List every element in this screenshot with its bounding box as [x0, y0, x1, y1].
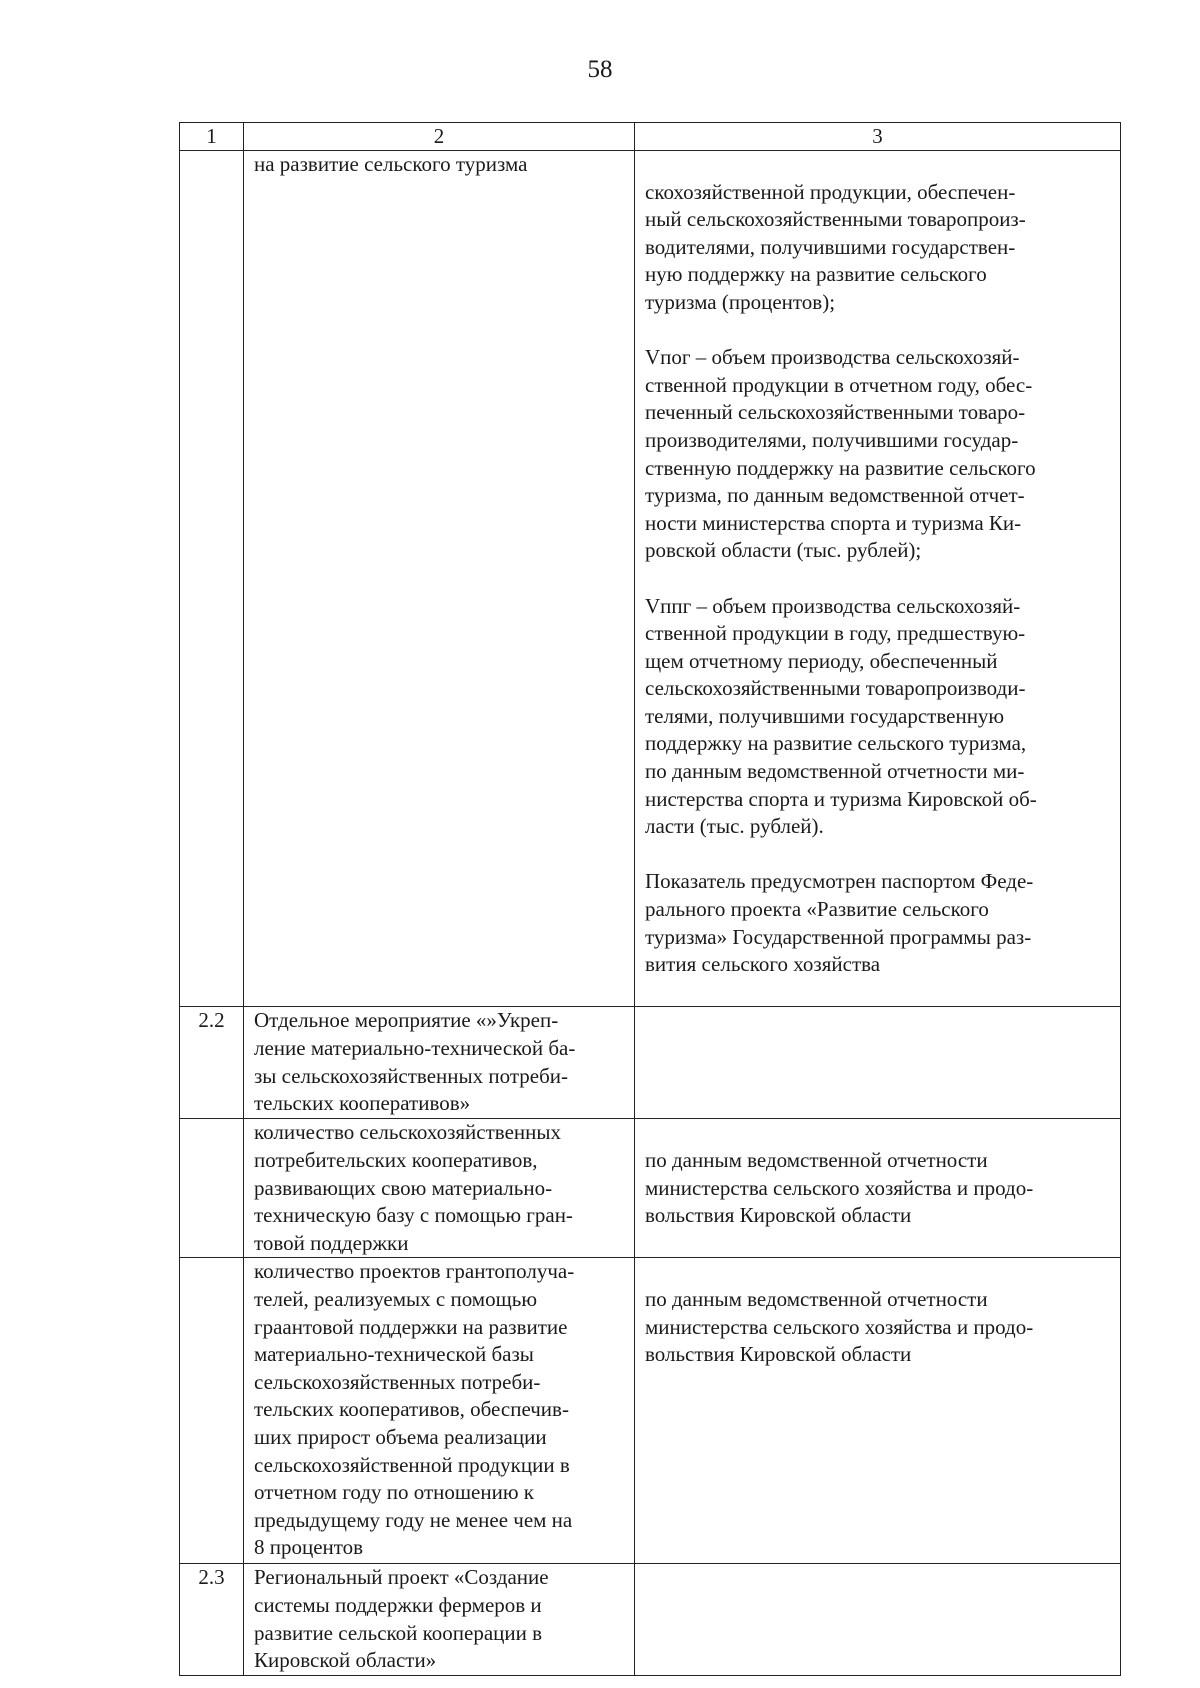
calculation-method — [635, 151, 1121, 1007]
row-number: 2.2 — [180, 1007, 244, 1119]
calculation-method — [635, 1564, 1121, 1676]
indicator-name: количество сельскохозяйственных потребительских кооперативов, развивающих свою материально- техническую базу с помощью гран- товой поддержки — [244, 1119, 635, 1258]
calculation-method — [635, 1258, 1121, 1564]
header-col-3: 3 — [635, 123, 1121, 151]
indicator-table — [179, 122, 1121, 1676]
calculation-method — [635, 1007, 1121, 1119]
row-number — [180, 1258, 244, 1564]
method-paragraph: Vппг – объем производства сельскохозяй- ственной продукции в году, предшествую- щем отчетному периоду, обеспеченный сельскохозяйственными товаропроизводи- телями, получившими государственную поддержку на развитие сельского туризма, по данным ведомственной отчетности ми- нистерства спорта и туризма Кировской об- ласти (тыс. рублей). — [645, 593, 1037, 839]
row-number — [180, 1119, 244, 1258]
method-paragraph: скохозяйственной продукции, обеспечен- ный сельскохозяйственными товаропроиз- водителями, получившими государствен- ную поддержку на развитие сельского туризма (процентов); — [645, 179, 1026, 314]
row-number — [180, 151, 244, 1007]
table-row — [180, 151, 1121, 1007]
table-row — [180, 1007, 1121, 1119]
method-paragraph: по данным ведомственной отчетности министерства сельского хозяйства и продо- вольствия Кировской области — [645, 1148, 1034, 1228]
method-paragraph: Показатель предусмотрен паспортом Феде- рального проекта «Развитие сельского туризма» Государственной программы раз- вития сельского хозяйства — [645, 869, 1034, 977]
table-row — [180, 1564, 1121, 1676]
header-col-2: 2 — [244, 123, 635, 151]
method-paragraph: Vпог – объем производства сельскохозяй- ственной продукции в отчетном году, обес- печенный сельскохозяйственными товаро- производителями, получившими государ- ственную поддержку на развитие сельского туризма, по данным ведомственной отчет- ности министерства спорта и туризма Ки- ровской области (тыс. рублей); — [645, 345, 1036, 563]
table-header-row — [180, 123, 1121, 151]
table-row — [180, 1119, 1121, 1258]
indicator-name: количество проектов грантополуча- телей, реализуемых с помощью граантовой поддержки на развитие материально-технической базы сельскохозяйственных потреби- тельских кооперативов, обеспечив- ших прирост объема реализации сельскохозяйственной продукции в отчетном году по отношению к предыдущему году не менее чем на 8 процентов — [244, 1258, 635, 1564]
indicator-name: Региональный проект «Создание системы поддержки фермеров и развитие сельской кооперации в Кировской области» — [244, 1564, 635, 1676]
calculation-method — [635, 1119, 1121, 1258]
header-col-1: 1 — [180, 123, 244, 151]
indicator-name: Отдельное мероприятие «»Укреп- ление материально-технической ба- зы сельскохозяйственных потреби- тельских кооперативов» — [244, 1007, 635, 1119]
table-row — [180, 1258, 1121, 1564]
method-paragraph: по данным ведомственной отчетности министерства сельского хозяйства и продо- вольствия Кировской области — [645, 1287, 1034, 1367]
indicator-name: на развитие сельского туризма — [244, 151, 635, 1007]
row-number: 2.3 — [180, 1564, 244, 1676]
page-number: 58 — [587, 56, 613, 83]
